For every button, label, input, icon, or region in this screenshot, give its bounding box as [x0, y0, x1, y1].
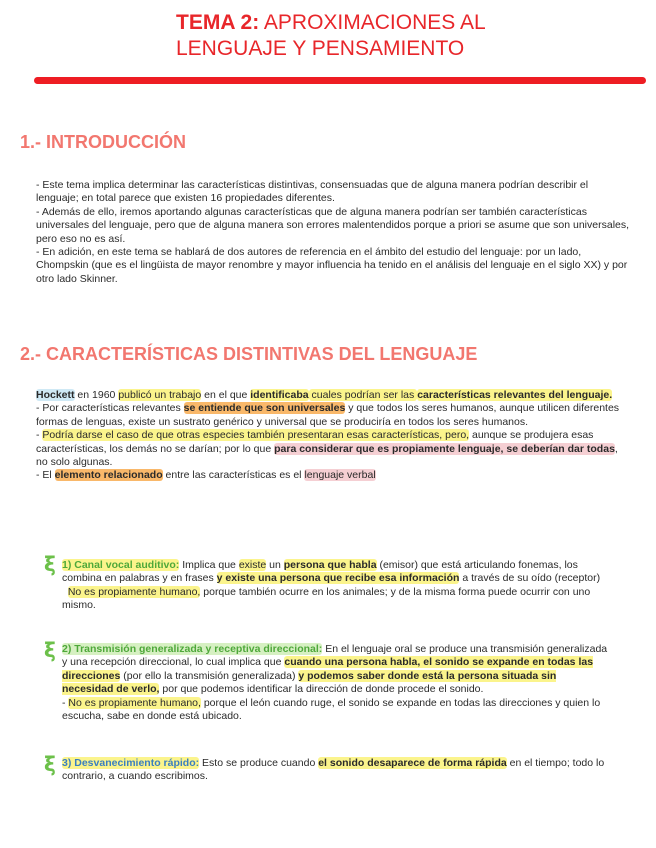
- item-label: 1) Canal vocal auditivo:: [62, 559, 180, 571]
- section2-p4: - El elemento relacionado entre las características es el lenguaje verbal: [36, 469, 376, 482]
- section2-p1: Hockett en 1960 publicó un trabajo en el que identificaba cuales podrían ser las características relevantes del lenguaje.: [36, 389, 613, 401]
- page-title: [176, 10, 486, 62]
- list-item: 1) Canal vocal auditivo: Implica que existe un persona que habla (emisor) que está articulando fonemas, los combina en palabras y en frases y existe una persona que recibe esa información a través de su oído (receptor) No es propiamente humano, porque también ocurre en los animales; y de la misma forma puede ocurrir con uno mismo.: [62, 559, 601, 612]
- item-label: 3) Desvanecimiento rápido:: [62, 757, 200, 769]
- section1-p3: - En adición, en este tema se hablará de dos autores de referencia en el ámbito del estudio del lenguaje: por un lado, Chompskin (que es el lingüista de mayor renombre y mayor influencia ha tenido en el análisis del lenguaje en el siglo XX) y por otro lado Skinner.: [36, 246, 628, 285]
- hockett-highlight: Hockett: [36, 389, 75, 401]
- section2-body: [36, 389, 630, 483]
- list-item: 3) Desvanecimiento rápido: Esto se produce cuando el sonido desaparece de forma rápida en el tiempo; todo lo contrario, a cuando escribimos.: [62, 757, 605, 783]
- title-line2: LENGUAJE Y PENSAMIENTO: [176, 37, 465, 60]
- section1-p2: - Además de ello, iremos aportando algunas características que de alguna manera podrían ser también características universales del lenguaje, pero que de alguna manera son errores malentendidos porque a priori se asume que son universales, pero eso no es así.: [36, 205, 630, 245]
- section1-p1: - Este tema implica determinar las características distintivas, consensuadas que de alguna manera podrían describir el lenguaje; en total parece que existen 16 propiedades diferentes.: [36, 179, 589, 205]
- section2-p3: - Podría darse el caso de que otras especies también presentaran esas características, pero, aunque se produjera esas características, los demás no se darían; por lo que para considerar que es propiamente lenguaje, se deberían dar todas, no solo algunas.: [36, 429, 618, 469]
- section1-body: [36, 179, 630, 286]
- bracket-icon: ξ: [44, 752, 56, 776]
- title-divider: [34, 77, 646, 84]
- bracket-icon: ξ: [44, 552, 56, 576]
- item-label: 2) Transmisión generalizada y receptiva direccional:: [62, 643, 323, 655]
- list-item: 2) Transmisión generalizada y receptiva direccional: En el lenguaje oral se produce una transmisión generalizada y una recepción direccional, lo cual implica que cuando una persona habla, el sonido se expande en todas las direcciones (por ello la transmisión generalizada) y podemos saber donde está la persona situada sin necesidad de verlo, por que podemos identificar la dirección de donde procede el sonido. - No es propiamente humano, porque el león cuando ruge, el sonido se expande en todas las direcciones y quien lo escucha, sabe en donde está ubicado.: [62, 643, 608, 723]
- title-prefix: TEMA 2:: [176, 11, 260, 34]
- section2-heading: 2.- CARACTERÍSTICAS DISTINTIVAS DEL LENGUAJE: [20, 344, 478, 364]
- title-line1: APROXIMACIONES AL: [259, 11, 486, 34]
- bracket-icon: ξ: [44, 638, 56, 662]
- section2-p2: - Por características relevantes se entiende que son universales y que todos los seres humanos, aunque utilicen diferentes formas de lenguas, existe un sustrato genérico y universal que se produciría en todos los seres humanos.: [36, 402, 620, 428]
- section1-heading: 1.- INTRODUCCIÓN: [20, 132, 186, 152]
